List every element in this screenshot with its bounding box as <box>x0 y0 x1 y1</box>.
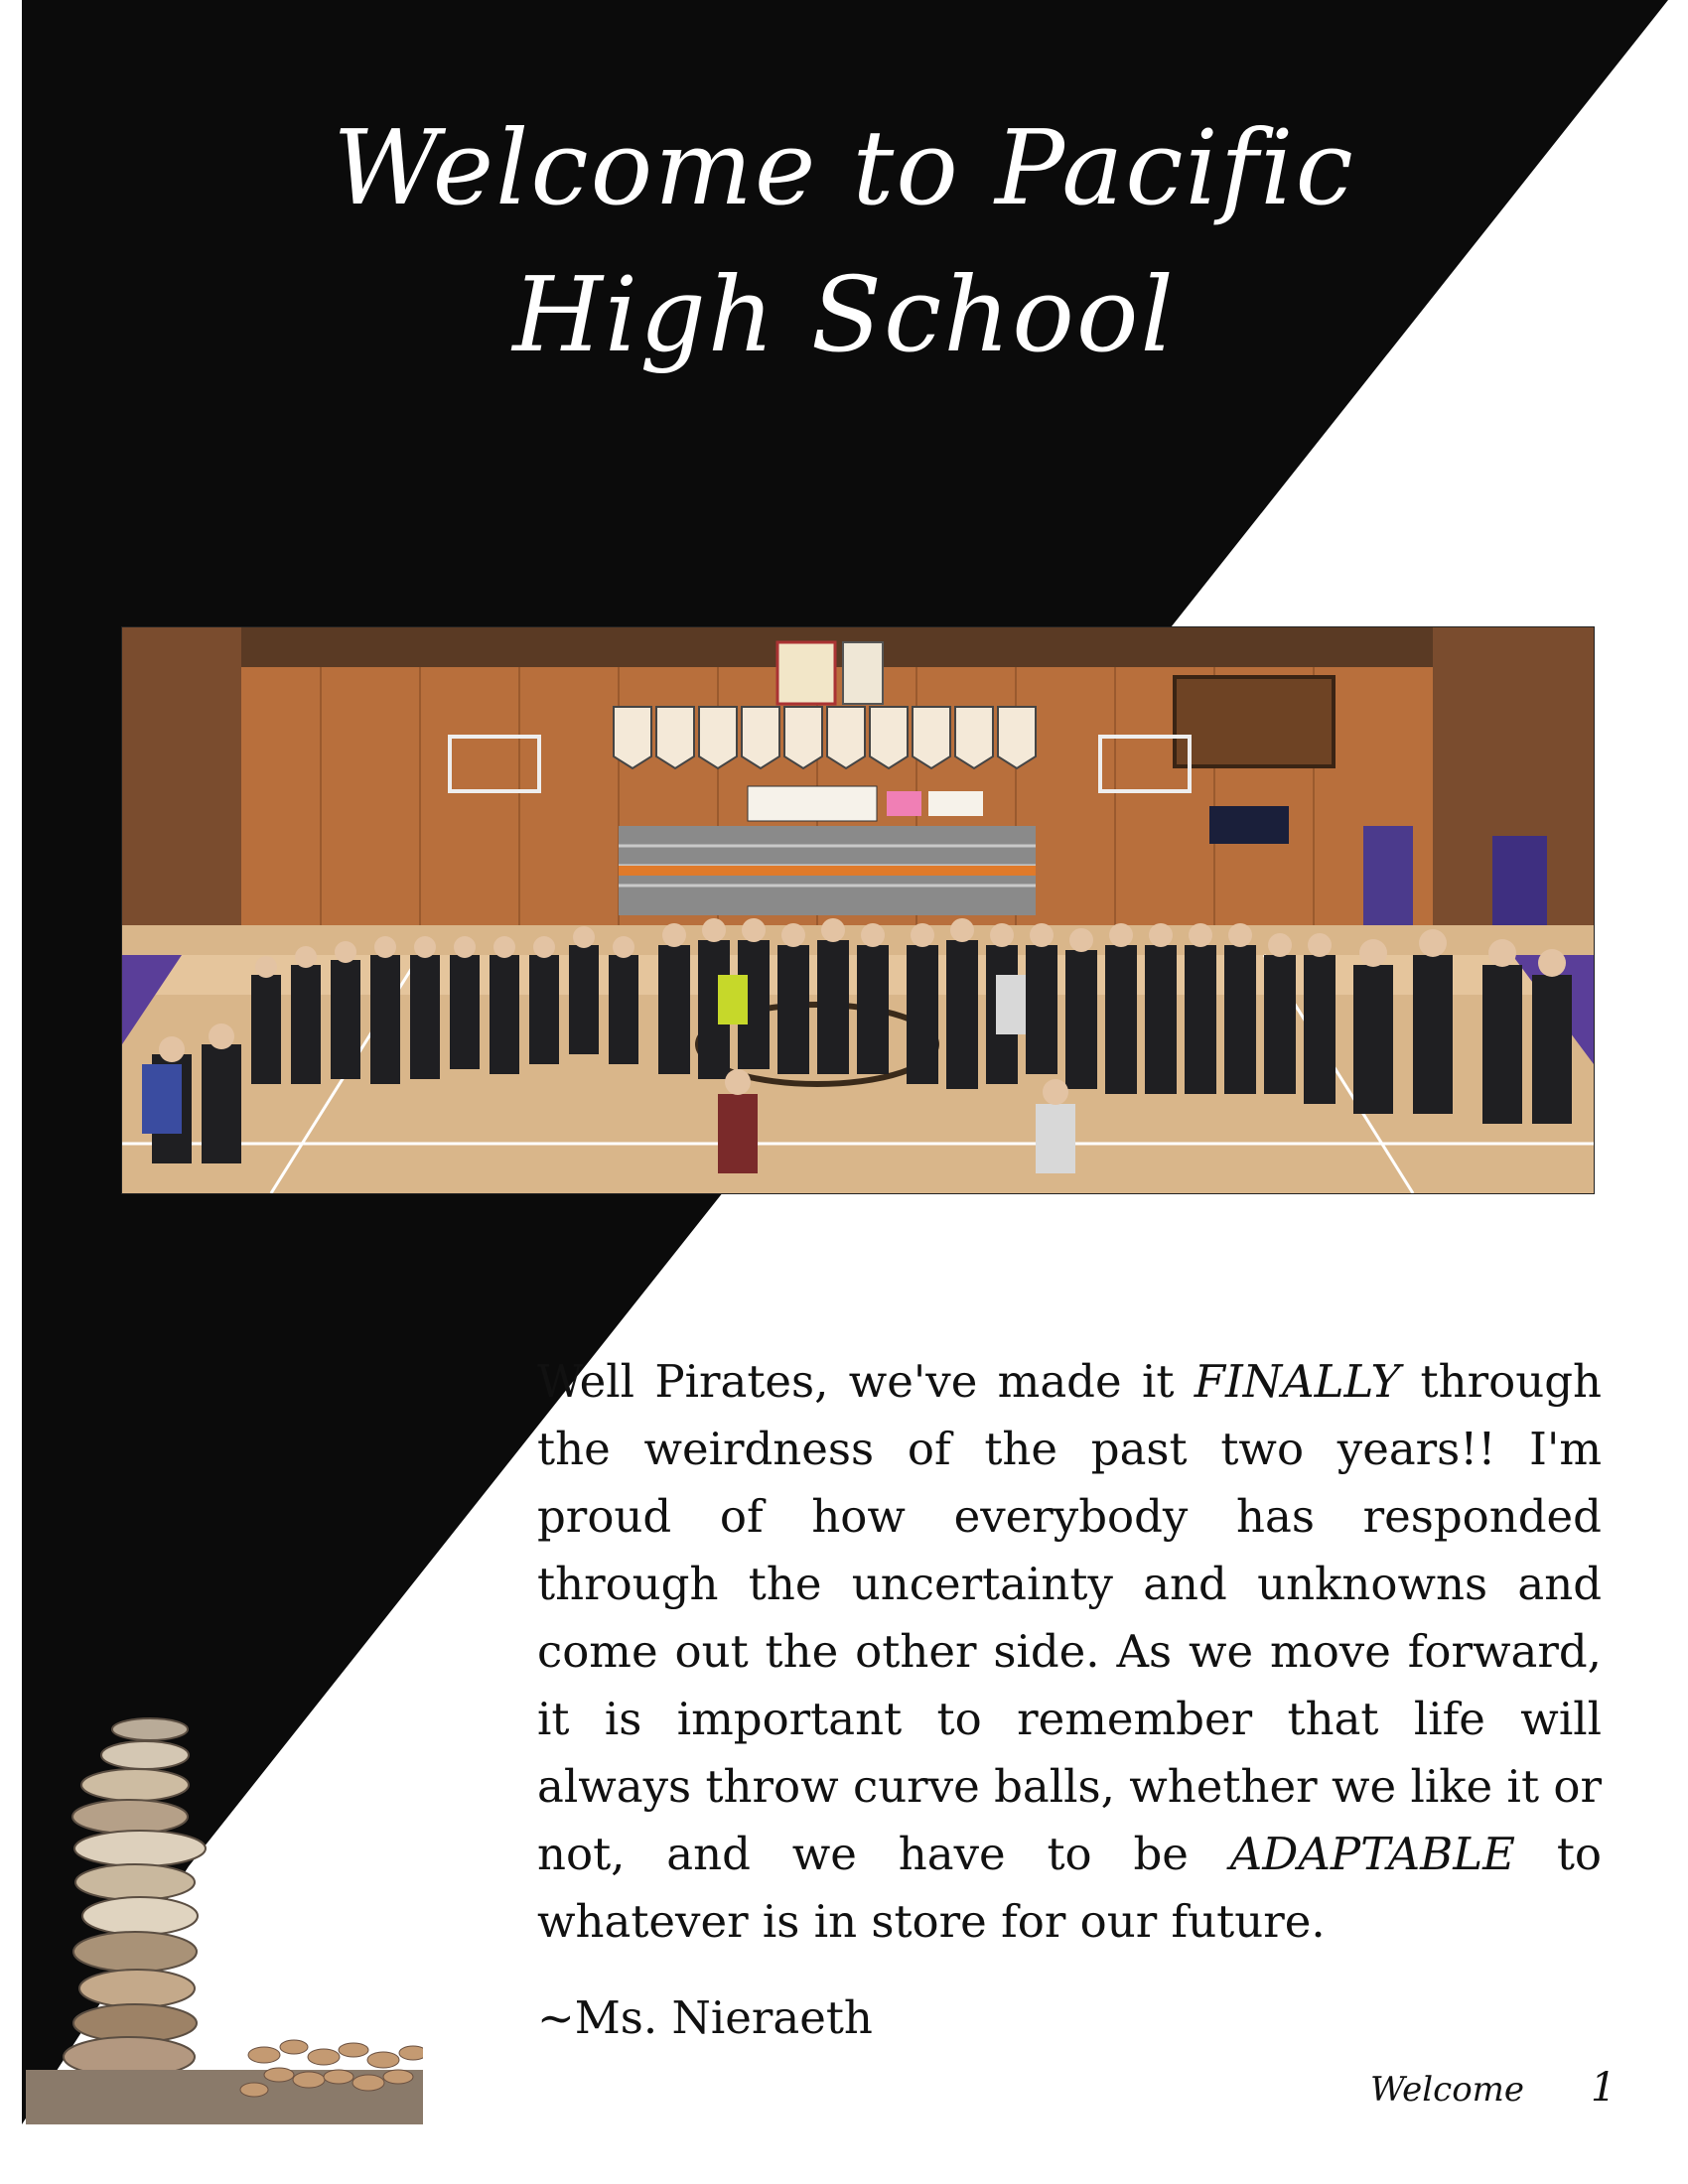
emphasis-adaptable: ADAPTABLE <box>1229 1828 1515 1880</box>
welcome-message <box>537 1348 1602 1956</box>
message-line1: Well Pirates, we've made it <box>537 1355 1195 1408</box>
message-ending: to whatever is in store for our future. <box>537 1828 1603 1948</box>
emphasis-finally: FINALLY <box>1194 1355 1401 1408</box>
signature: ~Ms. Nieraeth <box>537 1991 873 2044</box>
page-title <box>199 94 1489 388</box>
footer-page-number: 1 <box>1591 2065 1617 2111</box>
title-line-1: Welcome to Pacific <box>333 107 1355 228</box>
title-line-2: High School <box>512 254 1176 375</box>
footer-section-label: Welcome <box>1370 2070 1525 2110</box>
gym-photo-illustration <box>122 627 1594 1193</box>
message-body: through the weirdness of the past two years!! I'm proud of how everybody has responded through the uncertainty and unknowns and come out the other side. As we move forward, it is important to remember that life will always throw curve balls, whether we like it or not, and we have to be <box>537 1355 1602 1880</box>
gym-group-photo <box>121 626 1595 1194</box>
stacked-stones-image <box>26 1707 423 2124</box>
welcome-paragraph <box>537 1348 1602 1956</box>
